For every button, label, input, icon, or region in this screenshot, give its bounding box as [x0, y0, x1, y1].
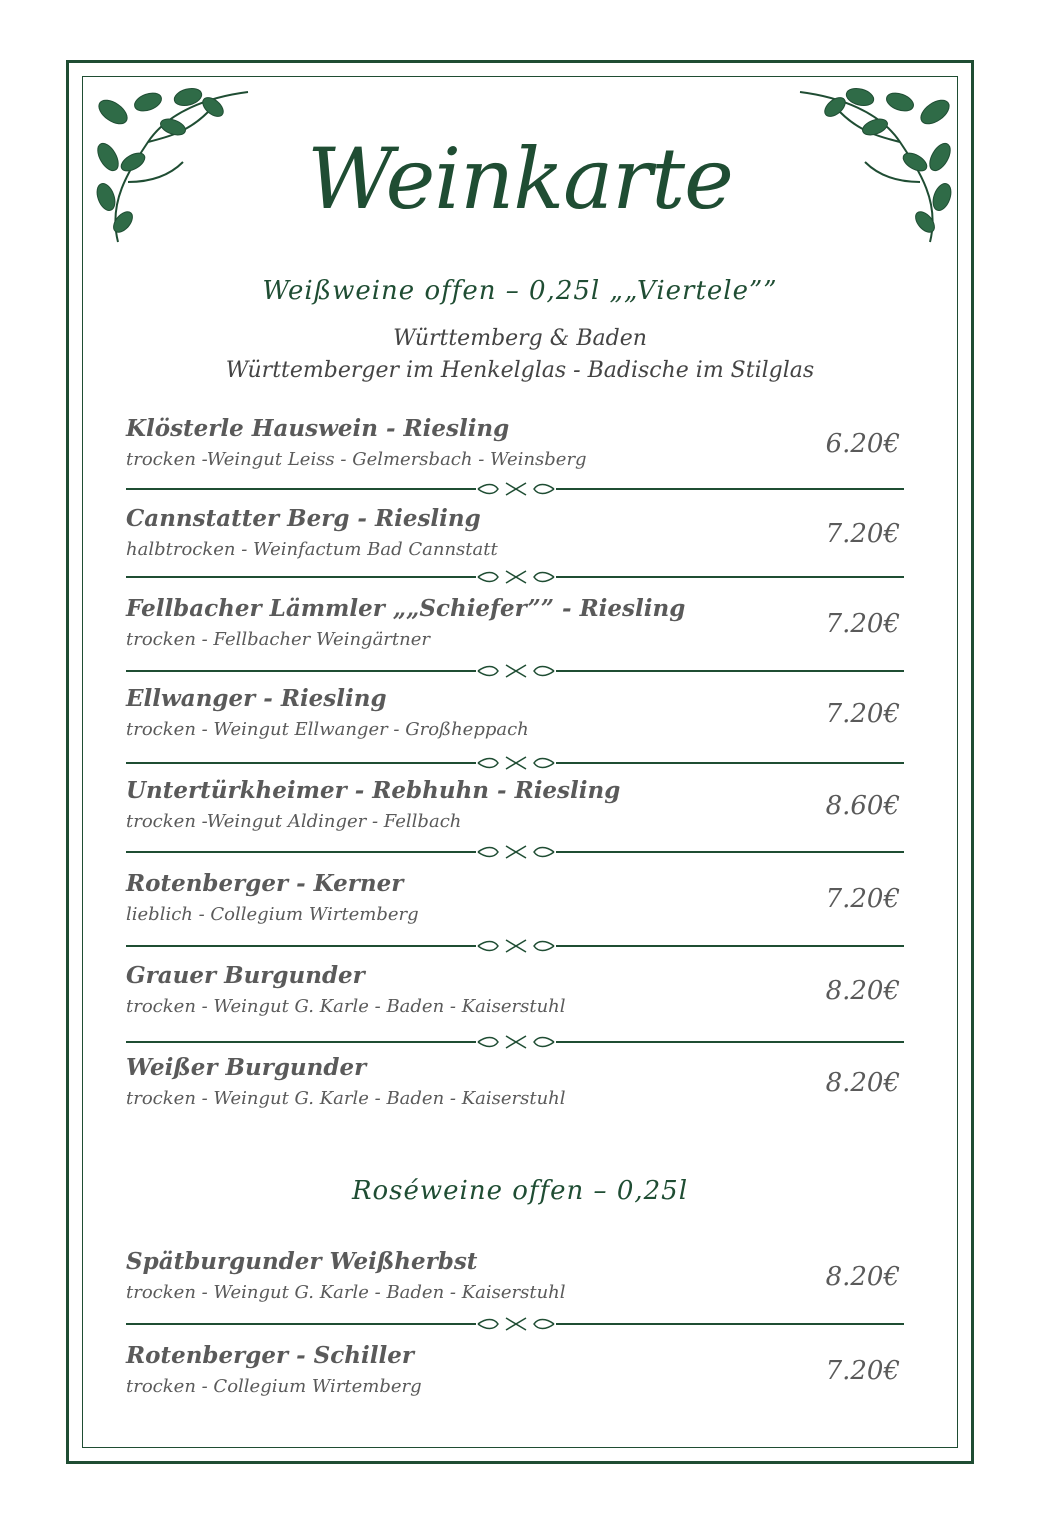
region-line-1: Württemberg & Baden: [393, 326, 647, 351]
wine-item: [126, 685, 904, 765]
wine-item: [126, 962, 904, 1042]
wine-name: Spätburgunder Weißherbst: [126, 1248, 478, 1275]
wine-name: Rotenberger - Schiller: [126, 1342, 414, 1369]
page-title: Weinkarte: [307, 130, 733, 228]
wine-price: 8.60€: [825, 791, 900, 821]
wine-price: 7.20€: [825, 609, 900, 639]
flourish-divider-icon: [126, 569, 904, 583]
wine-description: trocken -Weingut Aldinger - Fellbach: [126, 811, 462, 832]
wine-price: 7.20€: [825, 1356, 900, 1386]
wine-item: [126, 1054, 904, 1134]
flourish-divider-icon: [126, 663, 904, 677]
wine-name: Weißer Burgunder: [126, 1054, 367, 1081]
flourish-divider-icon: [126, 481, 904, 495]
wine-description: trocken - Weingut G. Karle - Baden - Kaiserstuhl: [126, 996, 566, 1017]
wine-price: 7.20€: [825, 519, 900, 549]
flourish-divider-icon: [126, 1034, 904, 1048]
flourish-divider-icon: [126, 844, 904, 858]
wine-price: 6.20€: [825, 429, 900, 459]
wine-name: Untertürkheimer - Rebhuhn - Riesling: [126, 777, 621, 804]
wine-price: 8.20€: [825, 976, 900, 1006]
flourish-divider-icon: [126, 755, 904, 769]
region-line-2: Württemberger im Henkelglas - Badische im Stilglas: [225, 358, 815, 383]
wine-price: 8.20€: [825, 1068, 900, 1098]
wine-item: [126, 1342, 904, 1422]
rose-wine-section-title: Roséweine offen – 0,25l: [351, 1176, 689, 1206]
wine-name: Fellbacher Lämmler „„Schiefer”” - Riesling: [126, 595, 686, 622]
wine-description: trocken - Weingut G. Karle - Baden - Kaiserstuhl: [126, 1282, 566, 1303]
wine-description: trocken - Weingut G. Karle - Baden - Kaiserstuhl: [126, 1088, 566, 1109]
flourish-divider-icon: [126, 1316, 904, 1330]
wine-price: 7.20€: [825, 884, 900, 914]
wine-name: Klösterle Hauswein - Riesling: [126, 415, 510, 442]
wine-name: Grauer Burgunder: [126, 962, 365, 989]
white-wine-section-title: Weißweine offen – 0,25l „„Viertele””: [262, 276, 778, 306]
flourish-divider-icon: [126, 938, 904, 952]
wine-name: Cannstatter Berg - Riesling: [126, 505, 481, 532]
wine-price: 8.20€: [825, 1262, 900, 1292]
wine-description: trocken - Fellbacher Weingärtner: [126, 629, 430, 650]
wine-description: halbtrocken - Weinfactum Bad Cannstatt: [126, 539, 498, 560]
wine-description: lieblich - Collegium Wirtemberg: [126, 904, 419, 925]
wine-name: Rotenberger - Kerner: [126, 870, 404, 897]
wine-price: 7.20€: [825, 699, 900, 729]
wine-description: trocken - Weingut Ellwanger - Großheppach: [126, 719, 529, 740]
wine-name: Ellwanger - Riesling: [126, 685, 387, 712]
wine-description: trocken -Weingut Leiss - Gelmersbach - Weinsberg: [126, 449, 587, 470]
wine-description: trocken - Collegium Wirtemberg: [126, 1376, 422, 1397]
